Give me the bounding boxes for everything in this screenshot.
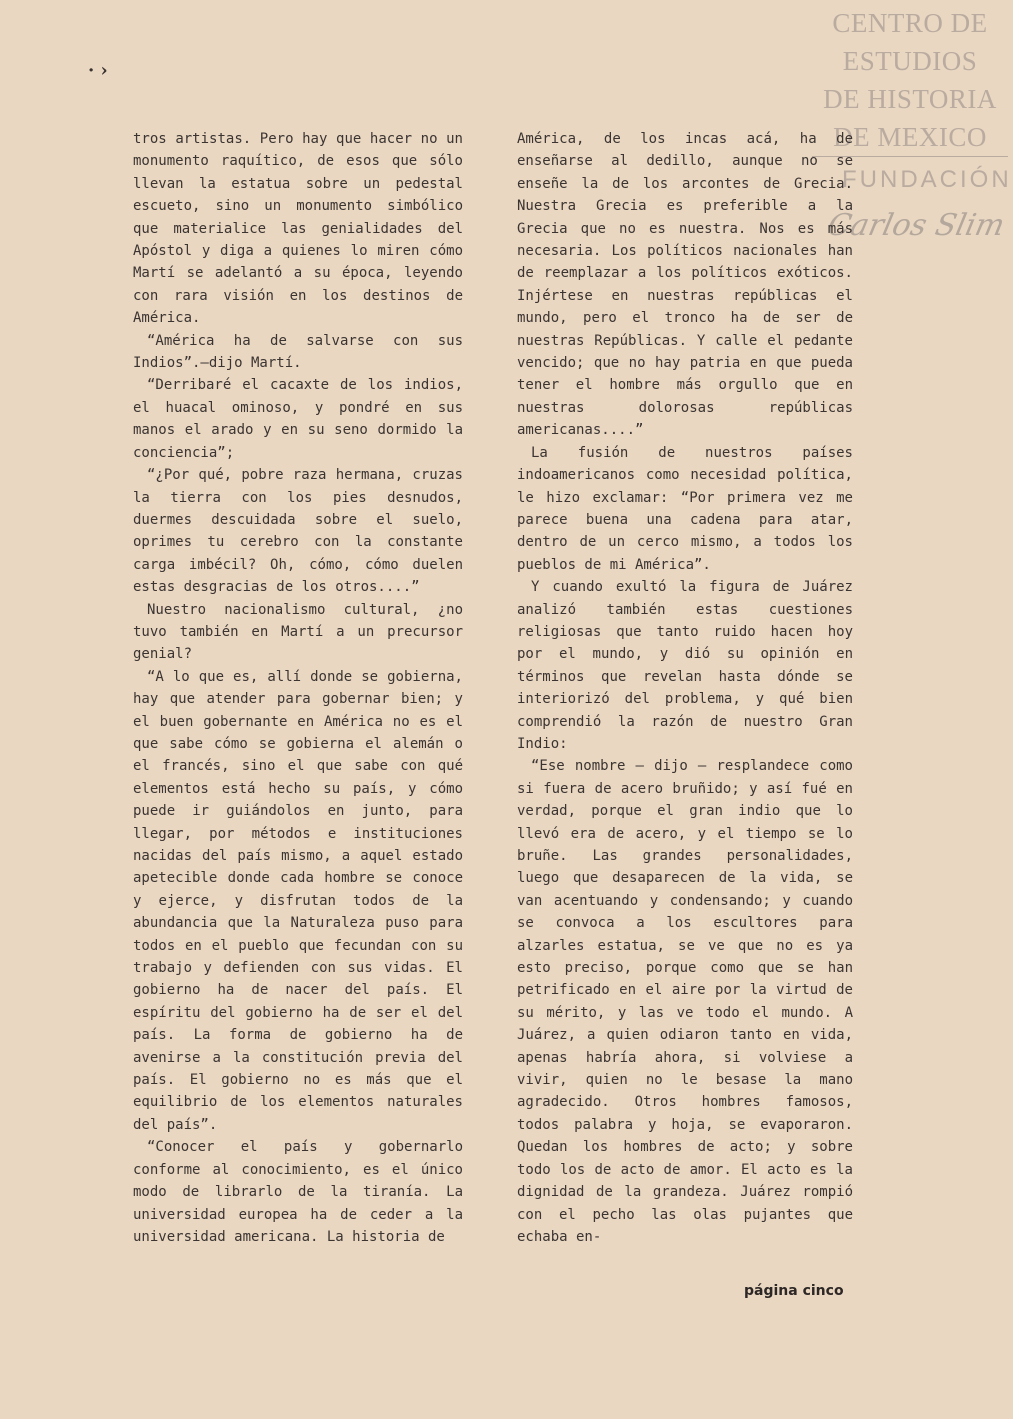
watermark-foundation: FUNDACIÓN xyxy=(842,166,1012,193)
watermark-line: ESTUDIOS xyxy=(842,46,978,76)
paragraph: “América ha de salvarse con sus Indios”.—dijo Martí. xyxy=(133,332,463,372)
watermark-line: DE HISTORIA xyxy=(823,84,997,114)
watermark-signature: Carlos Slim xyxy=(824,208,1008,243)
paragraph: “¿Por qué, pobre raza hermana, cruzas la tierra con los pies desnudos, duermes descuidada sobre el suelo, oprimes tu cerebro con la constante carga imbécil? Oh, cómo, cómo duelen estas desgracias de los otros....” xyxy=(133,467,463,596)
right-text-column xyxy=(517,128,853,1248)
page-number-label: página cinco xyxy=(744,1283,844,1299)
paragraph: “Derribaré el cacaxte de los indios, el huacal ominoso, y pondré en sus manos el arado y en su seno dormido la conciencia”; xyxy=(133,377,463,461)
paragraph: “A lo que es, allí donde se gobierna, hay que atender para gobernar bien; y el buen gobernante en América no es el que sabe cómo se gobierna el alemán o el francés, sino el que sabe con qué elementos está hecho su país, y cómo puede ir guiándolos en junto, para llegar, por métodos e instituciones nacidas del país mismo, a aquel estado apetecible donde cada hombre se conoce y ejerce, y disfrutan todos de la abundancia que la Naturaleza puso para todos en el pueblo que fecundan con su trabajo y defienden con sus vidas. El gobierno ha de nacer del país. El espíritu del gobierno ha de ser el del país. La forma de gobierno ha de avenirse a la constitución previa del país. El gobierno no es más que el equilibrio de los elementos naturales del país”. xyxy=(133,668,463,1133)
paragraph: Y cuando exultó la figura de Juárez analizó también estas cuestiones religiosas que tanto ruido hacen hoy por el mundo, y dió su opinión en términos que revelan hasta dónde se interiorizó del problema, y qué bien comprendió la razón de nuestro Gran Indio: xyxy=(517,579,853,752)
corner-mark: · › xyxy=(88,60,108,81)
paragraph: América, de los incas acá, ha de enseñarse al dedillo, aunque no se enseñe la de los arcontes de Grecia. Nuestra Grecia es preferible a la Grecia que no es nuestra. Nos es más necesaria. Los políticos nacionales han de reemplazar a los políticos exóticos. Injértese en nuestras repúblicas el mundo, pero el tronco ha de ser de nuestras Repúblicas. Y calle el pedante vencido; que no hay patria en que pueda tener el hombre más orgullo que en nuestras dolorosas repúblicas americanas....” xyxy=(517,131,853,439)
left-text-column xyxy=(133,128,463,1248)
paragraph: tros artistas. Pero hay que hacer no un monumento raquítico, de esos que sólo llevan la estatua sobre un pedestal escueto, sino un monumento simbólico que materialice las genialidades del Apóstol y diga a quienes lo miren cómo Martí se adelantó a su época, leyendo con rara visión en los destinos de América. xyxy=(133,131,463,327)
paragraph: La fusión de nuestros países indoamericanos como necesidad política, le hizo exclamar: “Por primera vez me parece buena una cadena para atar, dentro de un cerco mismo, a todos los pueblos de mi América”. xyxy=(517,444,853,573)
paragraph: Nuestro nacionalismo cultural, ¿no tuvo también en Martí a un precursor genial? xyxy=(133,601,463,663)
paragraph: “Conocer el país y gobernarlo conforme al conocimiento, es el único modo de librarlo de la tiranía. La universidad europea ha de ceder a la universidad americana. La historia de xyxy=(133,1139,463,1245)
watermark-line: CENTRO DE xyxy=(832,8,988,38)
watermark-line: DE MEXICO xyxy=(833,122,987,152)
paragraph: “Ese nombre — dijo — resplandece como si fuera de acero bruñido; y así fué en verdad, porque el gran indio que lo llevó era de acero, y el tiempo se lo bruñe. Las grandes personalidades, luego que desaparecen de la vida, se van acentuando y condensando; y cuando se convoca a los escultores para alzarles estatua, se ve que no es ya esto preciso, porque como que se han petrificado en el aire por la virtud de su mérito, y las ve todo el mundo. A Juárez, a quien odiaron tanto en vida, apenas habría ahora, si volviese a vivir, quien no le besase la mano agradecido. Otros hombres famosos, todos palabra y hoja, se evaporaron. Quedan los hombres de acto; y sobre todo los de acto de amor. El acto es la dignidad de la grandeza. Juárez rompió con el pecho las olas pujantes que echaba en- xyxy=(517,758,853,1245)
